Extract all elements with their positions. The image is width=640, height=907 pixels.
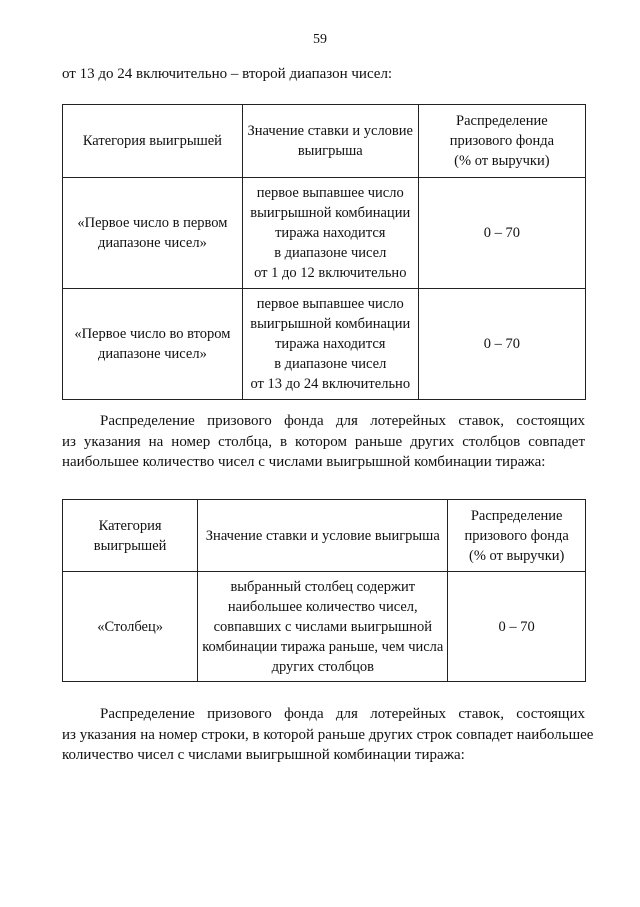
- row-condition: первое выпавшее число выигрышной комбинации тиража находится в диапазоне чисел от 1 до 12 включительно: [242, 178, 418, 289]
- row-condition: первое выпавшее число выигрышной комбинации тиража находится в диапазоне чисел от 13 до 24 включительно: [242, 289, 418, 400]
- table-header-row: [63, 500, 586, 572]
- table-row: [63, 178, 586, 289]
- row-category: «Первое число во втором диапазоне чисел»: [63, 289, 243, 400]
- row-category: «Первое число в первом диапазоне чисел»: [63, 178, 243, 289]
- header-condition: Значение ставки и условие выигрыша: [198, 500, 448, 572]
- header-distribution: Распределение призового фонда (% от выручки): [418, 105, 585, 178]
- table-header-row: [63, 105, 586, 178]
- intro-line: от 13 до 24 включительно – второй диапазон чисел:: [62, 66, 393, 82]
- paragraph-column-distribution: Распределение призового фонда для лотерейных ставок, состоящих из указания на номер столбца, в котором раньше других столбцов совпадет наибольшее количество чисел с числами выигрышной комбинации тиража:: [62, 413, 585, 470]
- row-category: «Столбец»: [63, 572, 198, 682]
- row-distribution: 0 – 70: [448, 572, 586, 682]
- prize-table-ranges: [62, 104, 586, 400]
- table-row: [63, 289, 586, 400]
- row-condition: выбранный столбец содержит наибольшее количество чисел, совпавших с числами выигрышной комбинации тиража раньше, чем числа других столбцов: [198, 572, 448, 682]
- header-condition: Значение ставки и условие выигрыша: [242, 105, 418, 178]
- row-distribution: 0 – 70: [418, 178, 585, 289]
- prize-table-column: [62, 499, 586, 682]
- header-distribution: Распределение призового фонда (% от выручки): [448, 500, 586, 572]
- header-category: Категория выигрышей: [63, 105, 243, 178]
- row-distribution: 0 – 70: [418, 289, 585, 400]
- page-number: 59: [313, 32, 327, 47]
- header-category: Категория выигрышей: [63, 500, 198, 572]
- paragraph-row-distribution: Распределение призового фонда для лотерейных ставок, состоящих из указания на номер строки, в которой раньше других строк совпадет наибольшее количество чисел с числами выигрышной комбинации тиража:: [62, 706, 594, 763]
- table-row: [63, 572, 586, 682]
